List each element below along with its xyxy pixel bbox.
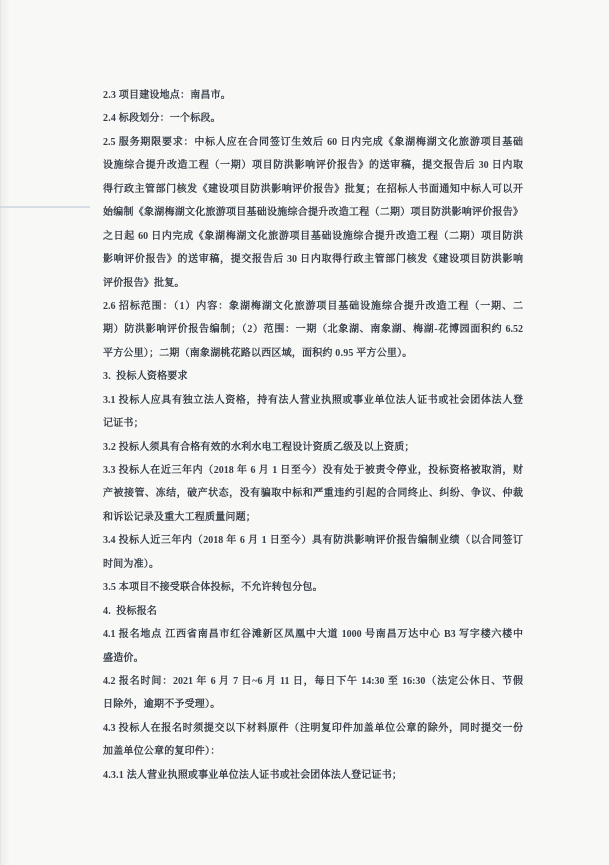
document-line: 3.4 投标人近三年内（2018 年 6 月 1 日至今）具有防洪影响评价报告编制业绩（以合同签订 xyxy=(103,535,523,547)
document-line: 3.1 投标人应具有独立法人资格，持有法人营业执照或事业单位法人证书或社会团体法人登 xyxy=(103,394,523,406)
document-line: 4.1 报名地点 江西省南昌市红谷滩新区凤凰中大道 1000 号南昌万达中心 B3 写字楼六楼中 xyxy=(103,629,523,641)
document-line: 3.2 投标人须具有合格有效的水利水电工程设计资质乙级及以上资质； xyxy=(103,441,415,453)
document-line: 影响评价报告》的送审稿，提交报告后 30 日内取得行政主管部门核发《建设项目防洪影响 xyxy=(103,254,523,266)
scan-artifact-line xyxy=(0,206,90,208)
document-line: 记证书； xyxy=(103,418,144,430)
document-line: 平方公里）；二期（南象湖桃花路以西区域，面积约 0.95 平方公里）。 xyxy=(103,347,413,359)
document-line: 4. 投标报名 xyxy=(103,605,158,617)
document-line: 4.2 报名时间：2021 年 6 月 7 日~6 月 11 日，每日下午 14:30 至 16:30（法定公休日、节假 xyxy=(103,675,523,687)
document-line: 之日起 60 日内完成《象湖梅湖文化旅游项目基础设施综合提升改造工程（二期）项目防洪 xyxy=(103,230,523,242)
document-line: 时间为准）。 xyxy=(103,558,160,570)
document-line: 2.5 服务期限要求：中标人应在合同签订生效后 60 日内完成《象湖梅湖文化旅游项目基础 xyxy=(103,136,523,148)
page-edge-shadow xyxy=(0,0,10,865)
document-line: 和诉讼记录及重大工程质量问题； xyxy=(103,511,256,523)
document-line: 3.3 投标人在近三年内（2018 年 6 月 1 日至今）没有处于被责令停业，投标资格被取消，财 xyxy=(103,465,523,476)
document-line: 日除外，逾期不予受理）。 xyxy=(103,699,221,711)
document-line: 2.4 标段划分：一个标段。 xyxy=(103,113,221,125)
document-line: 产被接管、冻结，破产状态，没有骗取中标和严重违约引起的合同终止、纠纷、争议、仲裁 xyxy=(103,488,523,500)
document-line: 得行政主管部门核发《建设项目防洪影响评价报告》批复；在招标人书面通知中标人可以开 xyxy=(103,183,523,195)
document-line: 设施综合提升改造工程（一期）项目防洪影响评价报告》的送审稿，提交报告后 30 日内取 xyxy=(103,160,523,172)
document-line: 盛造价。 xyxy=(103,652,144,664)
document-line: 3. 投标人资格要求 xyxy=(103,371,188,383)
document-line: 始编制《象湖梅湖文化旅游项目基础设施综合提升改造工程（二期）项目防洪影响评价报告》 xyxy=(103,207,523,219)
document-line: 2.3 项目建设地点：南昌市。 xyxy=(103,90,231,101)
document-line: 4.3.1 法人营业执照或事业单位法人证书或社会团体法人登记证书； xyxy=(103,769,403,781)
document-line: 期）防洪影响评价报告编制；（2）范围：一期（北象湖、南象湖、梅湖-花博园面积约 6.52 xyxy=(103,324,523,336)
document-line: 4.3 投标人在报名时须提交以下材料原件（注明复印件加盖单位公章的除外，同时提交一份 xyxy=(103,722,523,734)
document-line: 加盖单位公章的复印件）： xyxy=(103,746,221,758)
document-line: 2.6 招标范围：（1）内容：象湖梅湖文化旅游项目基础设施综合提升改造工程（一期、二 xyxy=(103,300,523,312)
document-line: 3.5 本项目不接受联合体投标，不允许转包分包。 xyxy=(103,582,323,594)
document-line: 评价报告》批复。 xyxy=(103,277,185,289)
text-block xyxy=(103,84,523,787)
